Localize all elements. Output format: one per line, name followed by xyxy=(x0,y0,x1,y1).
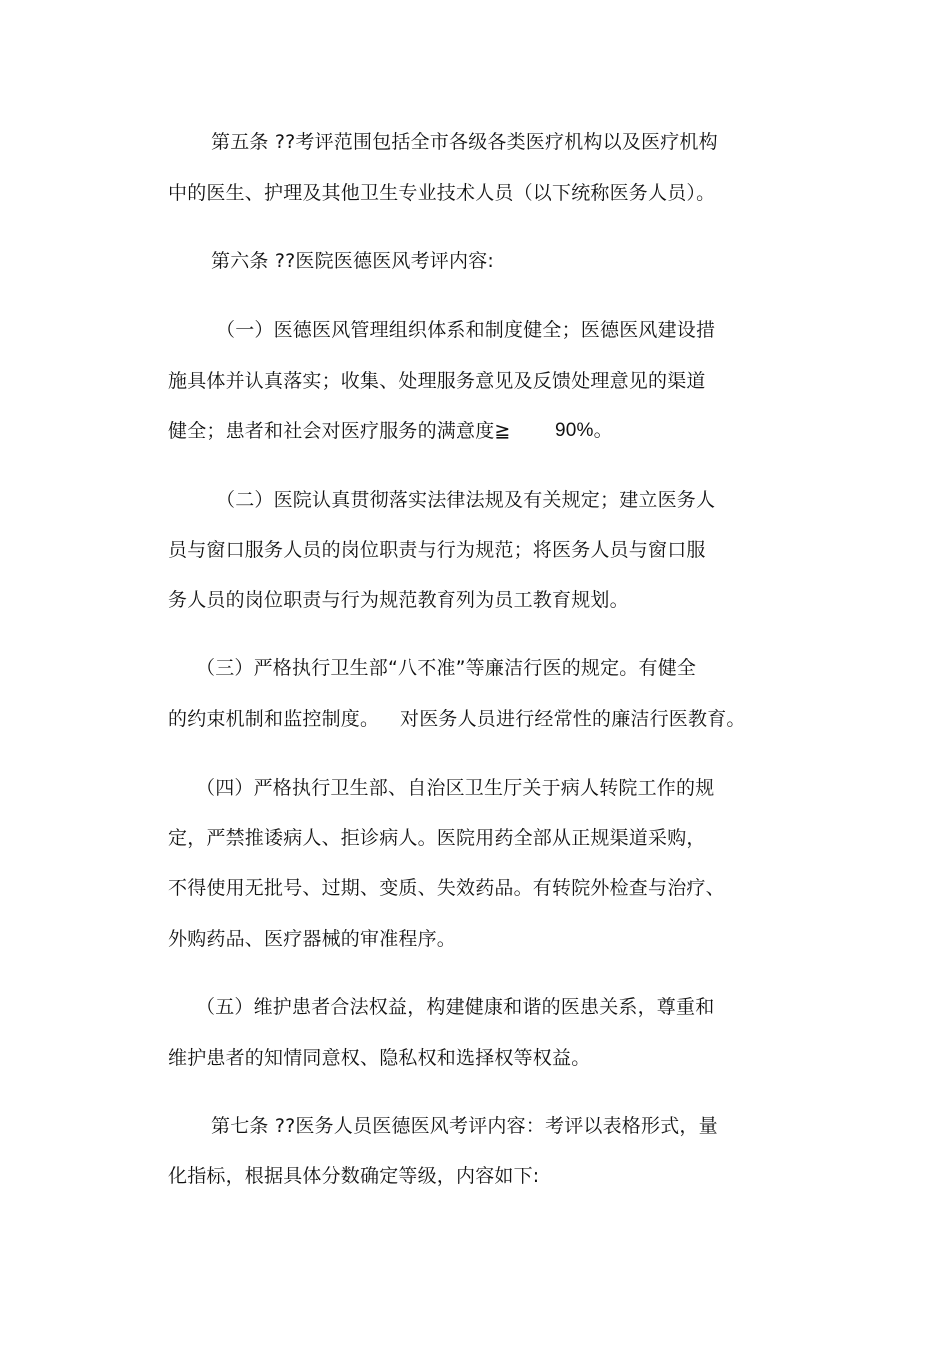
item-4-line-3: 不得使用无批号、过期、变质、失效药品。有转院外检查与治疗、 xyxy=(168,877,725,899)
item-5-line-2: 维护患者的知情同意权、隐私权和选择权等权益。 xyxy=(168,1047,591,1069)
item-2-line-1: （二）医院认真贯彻落实法律法规及有关规定；建立医务人 xyxy=(216,489,716,511)
article-5-line-1: 第五条 ??考评范围包括全市各级各类医疗机构以及医疗机构 xyxy=(211,131,718,153)
item-5-line-1: （五）维护患者合法权益，构建健康和谐的医患关系，尊重和 xyxy=(196,996,715,1018)
item-3-line-1: （三）严格执行卫生部“八不准”等廉洁行医的规定。有健全 xyxy=(196,657,697,679)
item-1-line-2: 施具体并认真落实；收集、处理服务意见及反馈处理意见的渠道 xyxy=(168,370,706,392)
item-2-line-2: 员与窗口服务人员的岗位职责与行为规范；将医务人员与窗口服 xyxy=(168,539,706,561)
article-6-heading: 第六条 ??医院医德医风考评内容: xyxy=(211,250,495,272)
article-5-line-2: 中的医生、护理及其他卫生专业技术人员（以下统称医务人员）。 xyxy=(168,182,716,204)
item-4-line-2: 定，严禁推诿病人、拒诊病人。医院用药全部从正规渠道采购， xyxy=(168,827,706,849)
satisfaction-value: 90%。 xyxy=(555,420,613,441)
article-7-line-1: 第七条 ??医务人员医德医风考评内容：考评以表格形式，量 xyxy=(211,1115,718,1137)
item-2-line-3: 务人员的岗位职责与行为规范教育列为员工教育规划。 xyxy=(168,589,629,611)
item-1-line-1: （一）医德医风管理组织体系和制度健全；医德医风建设措 xyxy=(216,319,716,341)
item-3-line-2b: 对医务人员进行经常性的廉洁行医教育。 xyxy=(400,708,746,730)
item-3-line-2a: 的约束机制和监控制度。 xyxy=(168,708,380,730)
item-4-line-1: （四）严格执行卫生部、自治区卫生厅关于病人转院工作的规 xyxy=(196,777,715,799)
item-4-line-4: 外购药品、医疗器械的审准程序。 xyxy=(168,928,457,950)
article-7-line-2: 化指标，根据具体分数确定等级，内容如下: xyxy=(168,1165,540,1187)
item-1-line-3: 健全；患者和社会对医疗服务的满意度≧ xyxy=(168,420,511,442)
